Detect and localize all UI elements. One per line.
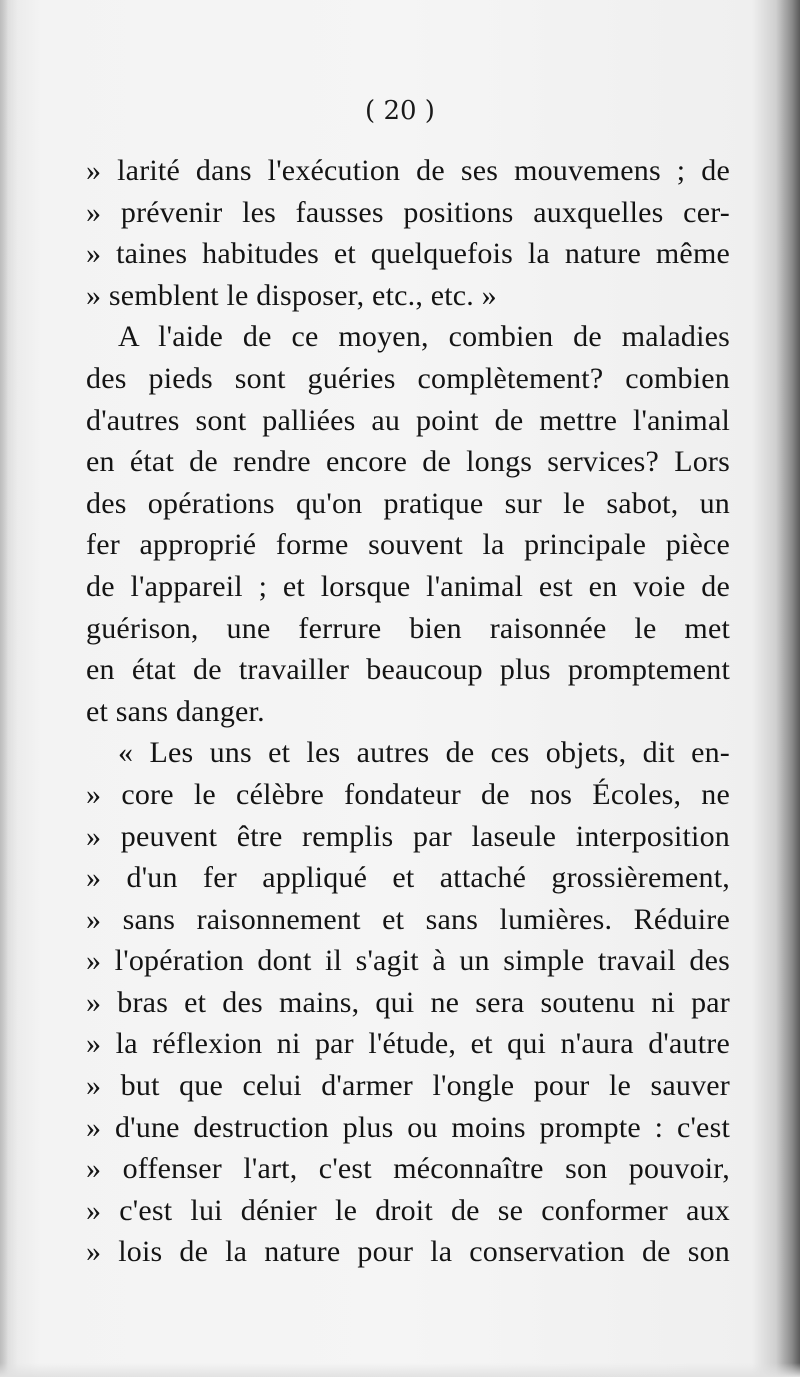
text-line: d'autres sont palliées au point de mettre l'animal — [86, 403, 730, 437]
text-line: de l'appareil ; et lorsque l'animal est en voie de — [86, 569, 730, 603]
text-line: en état de travailler beaucoup plus promptement — [86, 653, 730, 687]
text-line: » offenser l'art, c'est méconnaître son pouvoir, — [86, 1152, 730, 1186]
text-line: » taines habitudes et quelquefois la nature même — [86, 237, 730, 271]
text-line: » d'une destruction plus ou moins prompte : c'est — [86, 1110, 730, 1144]
text-line: fer approprié forme souvent la principale pièce — [86, 528, 730, 562]
text-line: » bras et des mains, qui ne sera soutenu ni par — [86, 985, 730, 1019]
body-text — [86, 150, 730, 1273]
text-line: A l'aide de ce moyen, combien de maladies — [118, 320, 730, 354]
text-line: » sans raisonnement et sans lumières. Réduire — [86, 902, 730, 936]
text-line: » c'est lui dénier le droit de se conformer aux — [86, 1193, 730, 1227]
text-line: guérison, une ferrure bien raisonnée le met — [86, 611, 730, 645]
page-bottom-edge-shadow — [0, 1363, 800, 1377]
text-line: » semblent le disposer, etc., etc. » — [86, 278, 497, 312]
text-line: » d'un fer appliqué et attaché grossièrement, — [86, 861, 730, 895]
text-line: » peuvent être remplis par laseule interposition — [86, 819, 730, 853]
text-line: » but que celui d'armer l'ongle pour le sauver — [86, 1069, 730, 1103]
text-line: » la réflexion ni par l'étude, et qui n'aura d'autre — [86, 1027, 730, 1061]
text-line: « Les uns et les autres de ces objets, dit en- — [118, 736, 730, 770]
text-line: en état de rendre encore de longs services? Lors — [86, 445, 730, 479]
text-line: » lois de la nature pour la conservation de son — [86, 1235, 730, 1269]
text-line: » l'opération dont il s'agit à un simple travail des — [86, 944, 730, 978]
text-line: et sans danger. — [86, 694, 265, 728]
text-line: des pieds sont guéries complètement? combien — [86, 361, 730, 395]
text-line: » larité dans l'exécution de ses mouvemens ; de — [86, 154, 730, 187]
text-line: » prévenir les fausses positions auxquelles cer- — [86, 195, 730, 229]
text-line: » core le célèbre fondateur de nos Écoles, ne — [86, 777, 730, 811]
page-number: ( 20 ) — [365, 96, 435, 126]
text-line: des opérations qu'on pratique sur le sabot, un — [86, 486, 730, 520]
page-left-edge-shadow — [0, 0, 8, 1377]
